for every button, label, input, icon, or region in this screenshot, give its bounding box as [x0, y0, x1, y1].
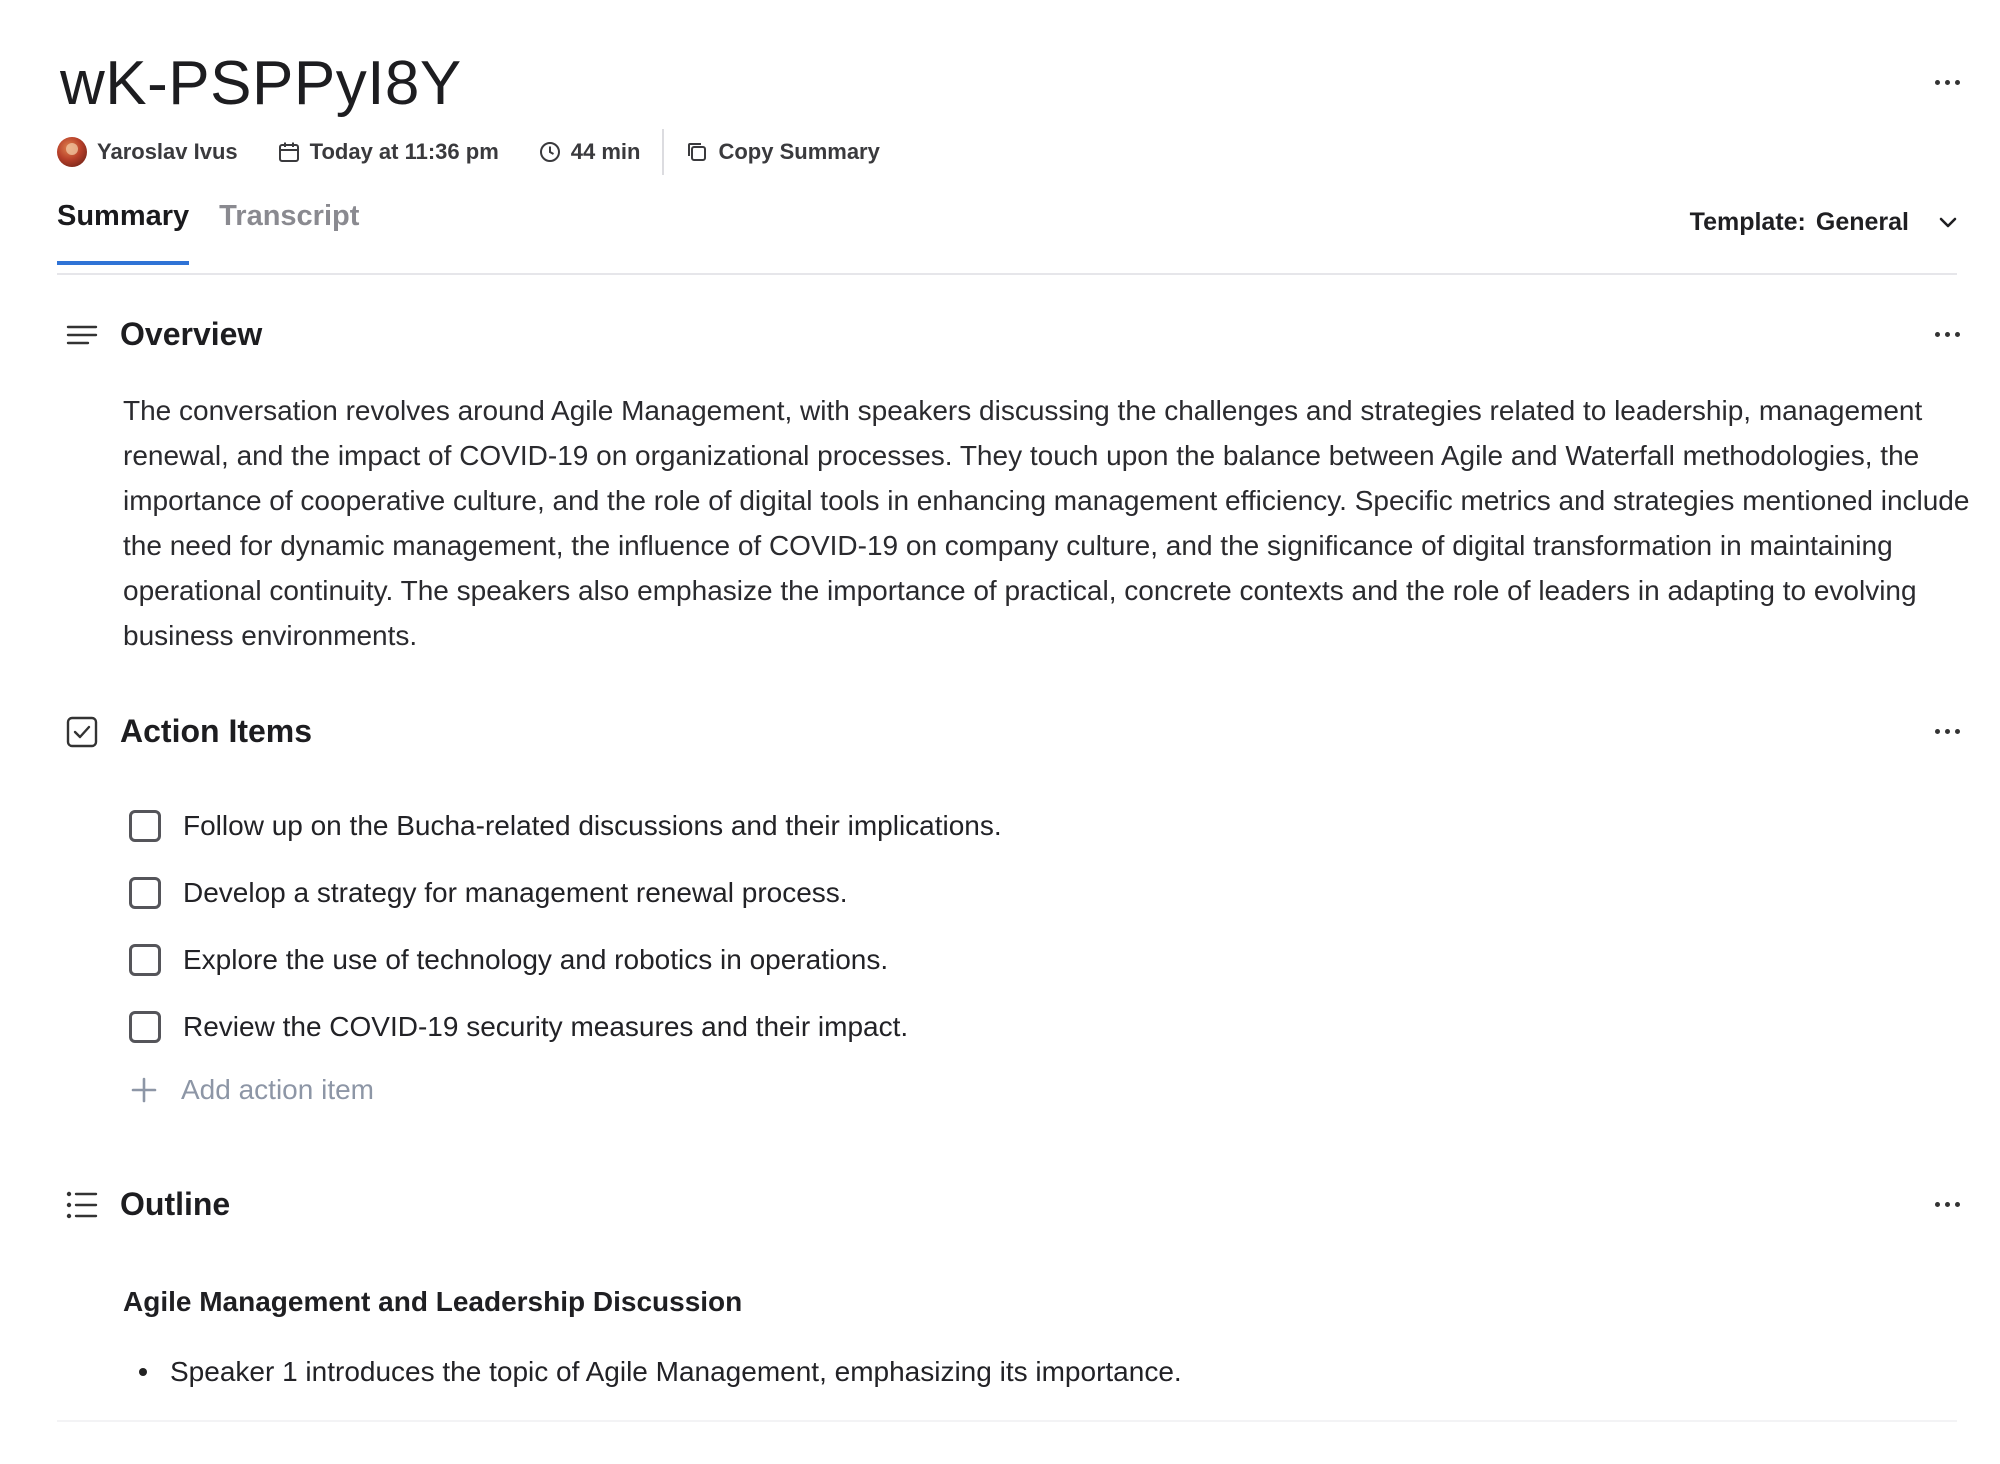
author-name: Yaroslav Ivus [97, 139, 238, 164]
meta-row [57, 132, 920, 172]
plus-icon [131, 1077, 157, 1103]
action-item-checkbox[interactable] [129, 810, 161, 842]
copy-summary-button[interactable] [686, 139, 879, 165]
overview-text: The conversation revolves around Agile Management, with speakers discussing the challenges and strategies related to leadership, management renewal, and the impact of COVID-19 on organizational processes. They touch upon the balance between Agile and Waterfall methodologies, the importance of cooperative culture, and the role of digital tools in enhancing management efficiency. Specific metrics and strategies mentioned include the need for dynamic management, the influence of COVID-19 on company culture, and the significance of digital transformation in maintaining operational continuity. The speakers also emphasize the importance of practical, concrete contexts and the role of leaders in adapting to evolving business environments. [123, 395, 1970, 651]
action-item-text[interactable]: Explore the use of technology and robotics in operations. [183, 943, 889, 975]
copy-icon [686, 141, 708, 163]
text-lines-icon [66, 323, 98, 347]
more-dot-icon [1935, 332, 1940, 337]
more-dot-icon [1955, 80, 1960, 85]
more-dot-icon [1945, 80, 1950, 85]
list-icon [66, 1190, 98, 1220]
more-dot-icon [1955, 1202, 1960, 1207]
outline-subtitle: Agile Management and Leadership Discussion [123, 1286, 743, 1317]
add-action-item-label: Add action item [181, 1074, 374, 1105]
action-item [129, 926, 1002, 993]
more-dot-icon [1935, 80, 1940, 85]
action-items-title: Action Items [120, 713, 313, 749]
outline-bullet [139, 1356, 1182, 1388]
chevron-down-icon [1939, 217, 1957, 229]
action-item-list [129, 792, 1002, 1120]
tabs-divider [57, 273, 1957, 275]
meta-divider [662, 129, 664, 175]
action-item-checkbox[interactable] [129, 944, 161, 976]
checkbox-checked-icon [66, 716, 98, 748]
outline-title: Outline [120, 1186, 231, 1222]
more-dot-icon [1955, 729, 1960, 734]
meeting-duration: 44 min [570, 139, 641, 164]
more-dot-icon [1955, 332, 1960, 337]
template-value: General [1815, 208, 1909, 236]
avatar [57, 137, 87, 167]
meeting-date: Today at 11:36 pm [309, 139, 499, 164]
tab-summary[interactable]: Summary [57, 200, 189, 265]
add-action-item-button[interactable] [129, 1060, 1002, 1120]
page-more-button[interactable] [1925, 68, 1969, 96]
author-item[interactable] [57, 137, 238, 167]
more-dot-icon [1935, 729, 1940, 734]
overview-more-button[interactable] [1925, 320, 1969, 348]
action-items-more-button[interactable] [1925, 717, 1969, 745]
action-item [129, 792, 1002, 859]
bullet-icon [139, 1368, 147, 1376]
tab-transcript[interactable]: Transcript [219, 200, 360, 232]
date-item [278, 139, 499, 165]
outline-bullet-text: Speaker 1 introduces the topic of Agile Management, emphasizing its importance. [170, 1356, 1182, 1387]
action-item-text[interactable]: Review the COVID-19 security measures and their impact. [183, 1010, 909, 1042]
action-items-header [66, 713, 312, 750]
tab-bar [57, 200, 389, 265]
duration-item [539, 139, 641, 165]
copy-summary-label: Copy Summary [718, 139, 880, 164]
outline-header [66, 1186, 230, 1223]
action-item-checkbox[interactable] [129, 1011, 161, 1043]
action-item [129, 859, 1002, 926]
bottom-divider [57, 1420, 1957, 1422]
template-select[interactable] [1690, 208, 1957, 237]
overview-title: Overview [120, 316, 263, 352]
more-dot-icon [1935, 1202, 1940, 1207]
overview-header [66, 316, 262, 353]
summary-page [57, 0, 1970, 1464]
template-label: Template: [1689, 208, 1806, 236]
clock-icon [539, 141, 561, 163]
page-title: wK-PSPPyI8Y [60, 49, 462, 118]
action-item-text[interactable]: Develop a strategy for management renewal process. [183, 876, 848, 908]
action-item-checkbox[interactable] [129, 877, 161, 909]
action-item-text[interactable]: Follow up on the Bucha-related discussions and their implications. [183, 809, 1002, 841]
calendar-icon [278, 141, 300, 163]
outline-more-button[interactable] [1925, 1190, 1969, 1218]
more-dot-icon [1945, 729, 1950, 734]
more-dot-icon [1945, 1202, 1950, 1207]
more-dot-icon [1945, 332, 1950, 337]
action-item [129, 993, 1002, 1060]
